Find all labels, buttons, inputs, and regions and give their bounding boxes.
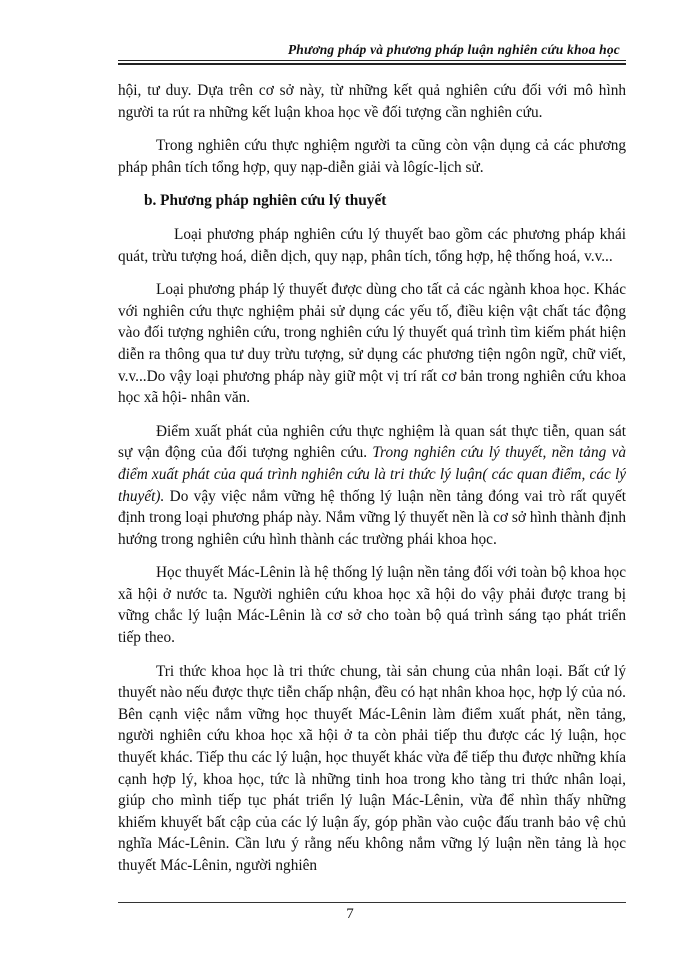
header-title: Phương pháp và phương pháp luận nghiên cứu khoa học <box>287 42 620 57</box>
paragraph-4: Loại phương pháp lý thuyết được dùng cho tất cả các ngành khoa học. Khác với nghiên cứu thực nghiệm phải sử dụng các yếu tố, điều kiện vật chất tác động vào đối tượng nghiên cứu, trong nghiên cứu lý thuyết quá trình tìm kiếm phát hiện diễn ra thông qua tư duy trừu tượng, sử dụng các phương tiện ngôn ngữ, chữ viết, v.v...Do vậy loại phương pháp này giữ một vị trí rất cơ bản trong nghiên cứu khoa học xã hội- nhân văn. <box>118 281 626 407</box>
paragraph-3: Loại phương pháp nghiên cứu lý thuyết bao gồm các phương pháp khái quát, trừu tượng hoá, diễn dịch, quy nạp, phân tích, tổng hợp, hệ thống hoá, v.v... <box>118 225 626 265</box>
paragraph-5-italic: Trong nghiên cứu lý thuyết, nền tảng và điểm xuất phát của quá trình nghiên cứu là tri thức lý luận( các quan điểm, các lý thuyết). <box>118 444 627 505</box>
document-body <box>118 80 626 889</box>
paragraph-7: Tri thức khoa học là tri thức chung, tài sản chung của nhân loại. Bất cứ lý thuyết nào nếu được thực tiễn chấp nhận, đều có hạt nhân khoa học, hợp lý của nó. Bên cạnh việc nắm vững học thuyết Mác-Lênin làm điểm xuất phát, nền tảng, người nghiên cứu khoa học xã hội ở ta còn phải tiếp thu được các lý luận, học thuyết khác. Tiếp thu các lý luận, học thuyết khác vừa để tiếp thu được những khía cạnh hợp lý, khoa học, tức là những tinh hoa trong kho tàng tri thức nhân loại, giúp cho mình tiếp tục phát triển lý luận Mác-Lênin, vừa để nhìn thấy những khiếm khuyết bất cập của các lý luận ấy, góp phần vào cuộc đấu tranh bảo vệ chủ nghĩa Mác-Lênin. Cần lưu ý rằng nếu không nắm vững lý luận nền tảng là học thuyết Mác-Lênin, người nghiên <box>118 662 626 874</box>
paragraph-5 <box>118 421 626 551</box>
paragraph-5-text-b: Do vậy việc nắm vững hệ thống lý luận nền tảng đóng vai trò rất quyết định trong loại phương pháp này. Nắm vững lý thuyết nền là cơ sở hình thành định hướng trong nghiên cứu hình thành các trường phái khoa học. <box>118 487 626 548</box>
paragraph-5-text-a: Điểm xuất phát của nghiên cứu thực nghiệm là quan sát thực tiễn, quan sát sự vận động của đối tượng nghiên cứu. <box>118 422 626 462</box>
header-double-rule <box>118 63 626 65</box>
paragraph-2: Trong nghiên cứu thực nghiệm người ta cũng còn vận dụng cả các phương pháp phân tích tổng hợp, quy nạp-diễn giải và lôgíc-lịch sử. <box>118 137 626 176</box>
paragraph-6: Học thuyết Mác-Lênin là hệ thống lý luận nền tảng đối với toàn bộ khoa học xã hội ở nước ta. Người nghiên cứu khoa học xã hội do vậy phải được trang bị vững chắc lý luận Mác-Lênin là cơ sở cho toàn bộ quá trình sáng tạo phát triển tiếp theo. <box>118 564 626 647</box>
paragraph-1: hội, tư duy. Dựa trên cơ sở này, từ những kết quả nghiên cứu đối với mô hình người ta rút ra những kết luận khoa học về đối tượng cần nghiên cứu. <box>118 82 626 121</box>
footer-rule <box>118 902 626 903</box>
section-heading-b: b. Phương pháp nghiên cứu lý thuyết <box>144 192 387 210</box>
page-header <box>118 40 626 61</box>
page-number: 7 <box>346 906 354 922</box>
